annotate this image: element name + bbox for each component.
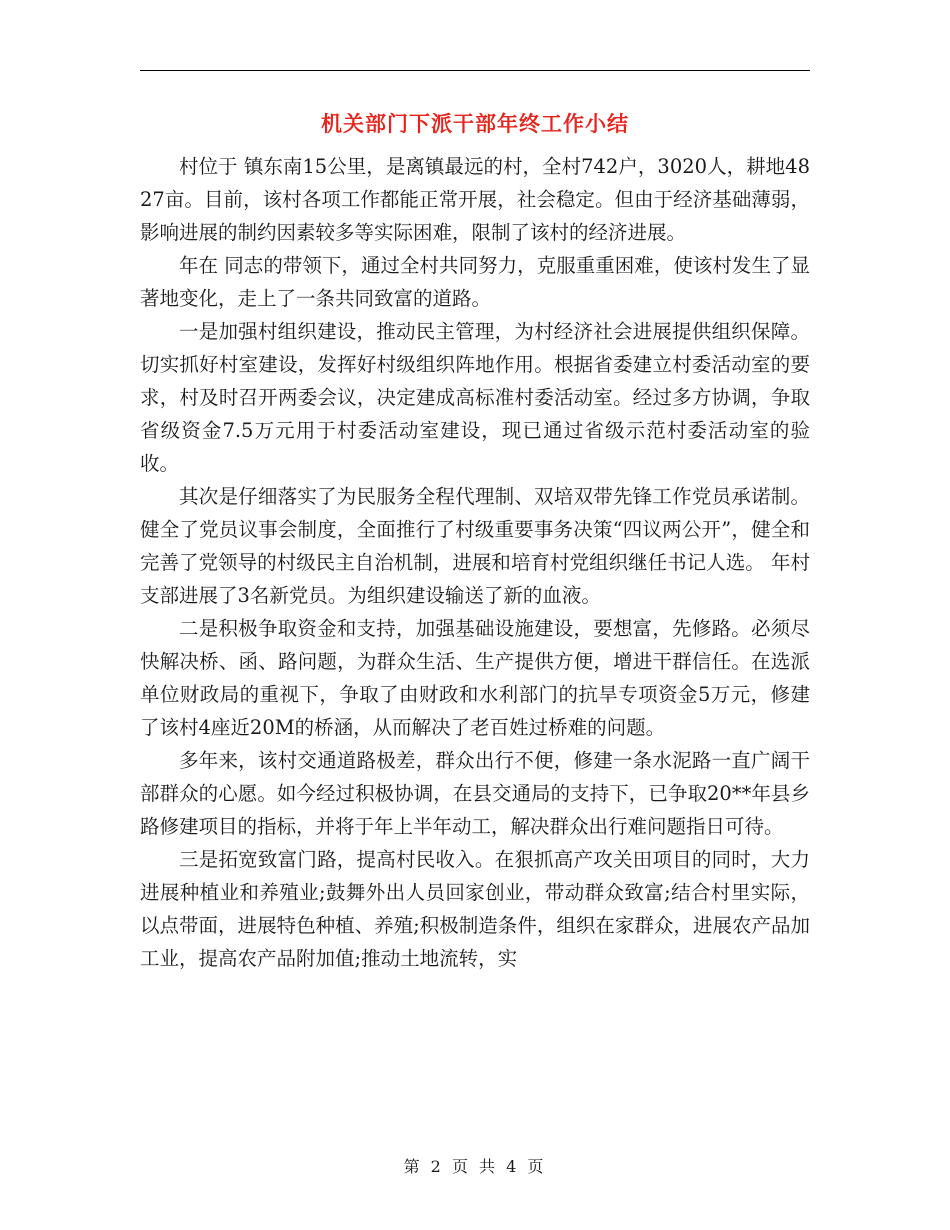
page-footer: 第 2 页 共 4 页 [403, 1157, 547, 1176]
paragraph-5: 二是积极争取资金和支持，加强基础设施建设，要想富，先修路。必须尽快解决桥、函、路问题，为群众生活、生产提供方便，增进干群信任。在选派单位财政局的重视下，争取了由财政和水利部门的抗旱专项资金5万元，修建了该村4座近20M的桥涵，从而解决了老百姓过桥难的问题。 [140, 617, 810, 739]
paragraph-4: 其次是仔细落实了为民服务全程代理制、双培双带先锋工作党员承诺制。健全了党员议事会制度，全面推行了村级重要事务决策“四议两公开”，健全和完善了党领导的村级民主自治机制，进展和培育村党组织继任书记人选。 年村支部进展了3名新党员。为组织建设输送了新的血液。 [140, 485, 810, 607]
paragraph-3: 一是加强村组织建设，推动民主管理，为村经济社会进展提供组织保障。切实抓好村室建设，发挥好村级组织阵地作用。根据省委建立村委活动室的要求，村及时召开两委会议，决定建成高标准村委活动室。经过多方协调，争取省级资金7.5万元用于村委活动室建设，现已通过省级示范村委活动室的验收。 [140, 320, 810, 475]
document-body [140, 150, 810, 975]
paragraph-2: 年在 同志的带领下，通过全村共同努力，克服重重困难，使该村发生了显著地变化，走上了一条共同致富的道路。 [140, 254, 810, 310]
paragraph-7: 三是拓宽致富门路，提高村民收入。在狠抓高产攻关田项目的同时，大力进展种植业和养殖业;鼓舞外出人员回家创业，带动群众致富;结合村里实际，以点带面，进展特色种植、养殖;积极制造条件，组织在家群众，进展农产品加工业，提高农产品附加值;推动土地流转，实 [140, 848, 810, 970]
document-title: 机关部门下派干部年终工作小结 [321, 111, 629, 136]
paragraph-1: 村位于 镇东南15公里，是离镇最远的村，全村742户，3020人，耕地4827亩。目前，该村各项工作都能正常开展，社会稳定。但由于经济基础薄弱，影响进展的制约因素较多等实际困难，限制了该村的经济进展。 [140, 155, 810, 244]
header-rule [140, 70, 810, 71]
paragraph-6: 多年来，该村交通道路极差，群众出行不便，修建一条水泥路一直广阔干部群众的心愿。如今经过积极协调，在县交通局的支持下，已争取20**年县乡路修建项目的指标，并将于年上半年动工，解决群众出行难问题指日可待。 [140, 749, 810, 838]
